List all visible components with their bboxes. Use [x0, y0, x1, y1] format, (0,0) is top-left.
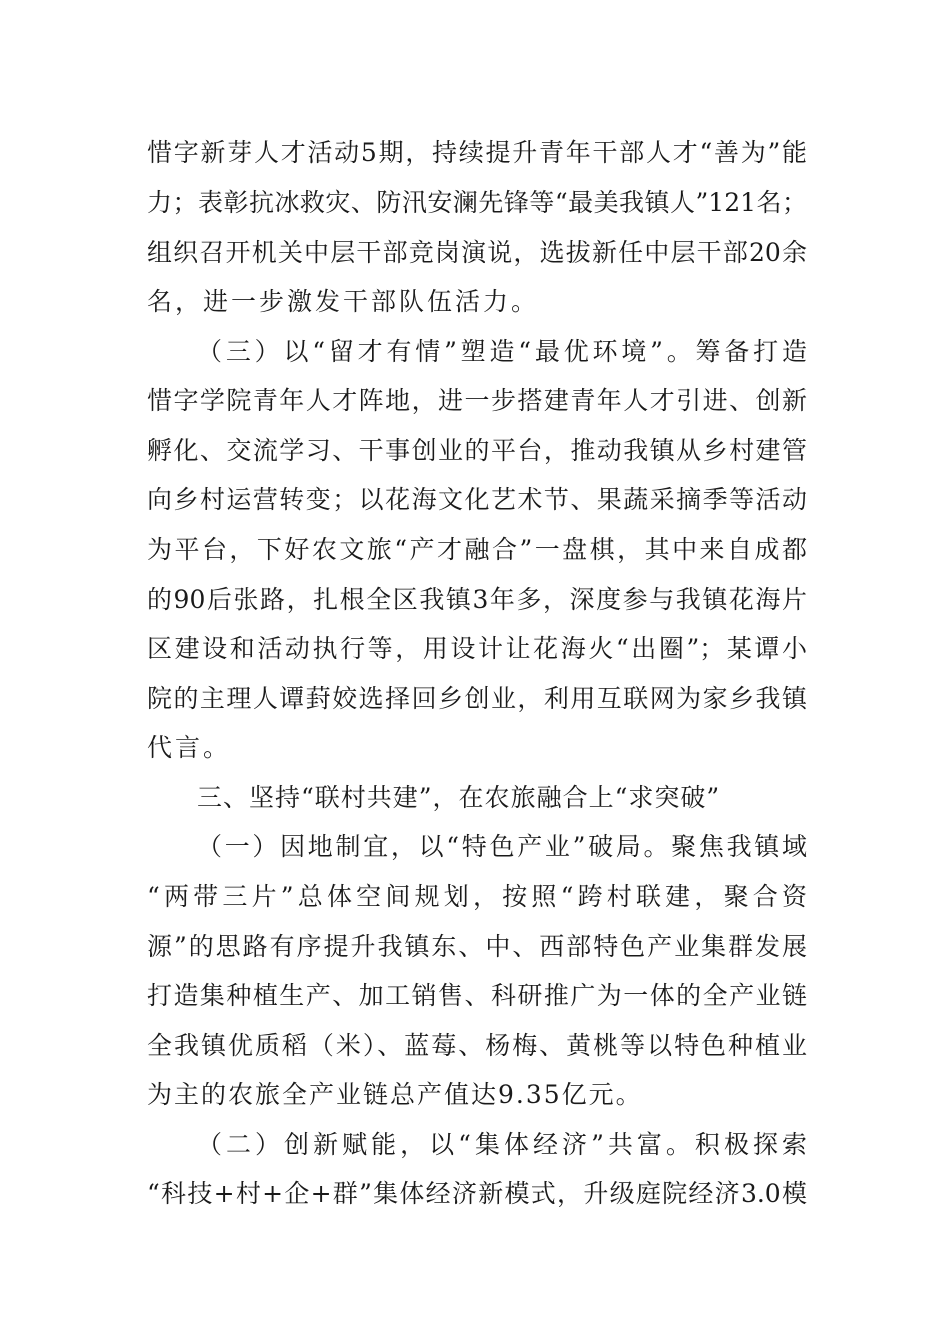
subsection-heading-2: （二）创新赋能，以“集体经济”共富。积极探索	[197, 1130, 807, 1159]
text-line: 惜字新芽人才活动5期，持续提升青年干部人才“善为”能	[147, 138, 807, 167]
text-line: 力；表彰抗冰救灾、防汛安澜先锋等“最美我镇人”121名；	[147, 188, 807, 217]
text-line: 院的主理人谭葑姣选择回乡创业，利用互联网为家乡我镇	[147, 684, 807, 713]
text-line: 全我镇优质稻（米）、蓝莓、杨梅、黄桃等以特色种植业	[147, 1031, 807, 1060]
text-line: 为主的农旅全产业链总产值达9.35亿元。	[147, 1080, 643, 1109]
text-line: 向乡村运营转变；以花海文化艺术节、果蔬采摘季等活动	[147, 485, 807, 514]
text-line: 组织召开机关中层干部竞岗演说，选拔新任中层干部20余	[147, 238, 807, 267]
text-line: “两带三片”总体空间规划，按照“跨村联建，聚合资	[147, 882, 807, 911]
text-line: 为平台，下好农文旅“产才融合”一盘棋，其中来自成都	[147, 535, 807, 564]
text-line: 打造集种植生产、加工销售、科研推广为一体的全产业链	[147, 981, 807, 1010]
text-line: 孵化、交流学习、干事创业的平台，推动我镇从乡村建管	[147, 436, 807, 465]
text-line: 源”的思路有序提升我镇东、中、西部特色产业集群发展	[147, 932, 807, 961]
section-heading: 三、坚持“联村共建”，在农旅融合上“求突破”	[197, 783, 721, 812]
section-heading-3: （三）以“留才有情”塑造“最优环境”。筹备打造	[197, 337, 807, 366]
text-line: “科技+村+企+群”集体经济新模式，升级庭院经济3.0模	[147, 1179, 807, 1208]
text-line: 名，进一步激发干部队伍活力。	[147, 287, 540, 316]
subsection-heading-1: （一）因地制宜，以“特色产业”破局。聚焦我镇域	[197, 832, 807, 861]
text-line: 区建设和活动执行等，用设计让花海火“出圈”；某谭小	[147, 634, 807, 663]
text-line: 惜字学院青年人才阵地，进一步搭建青年人才引进、创新	[147, 386, 807, 415]
text-line: 的90后张路，扎根全区我镇3年多，深度参与我镇花海片	[147, 585, 807, 614]
text-line: 代言。	[147, 733, 232, 762]
